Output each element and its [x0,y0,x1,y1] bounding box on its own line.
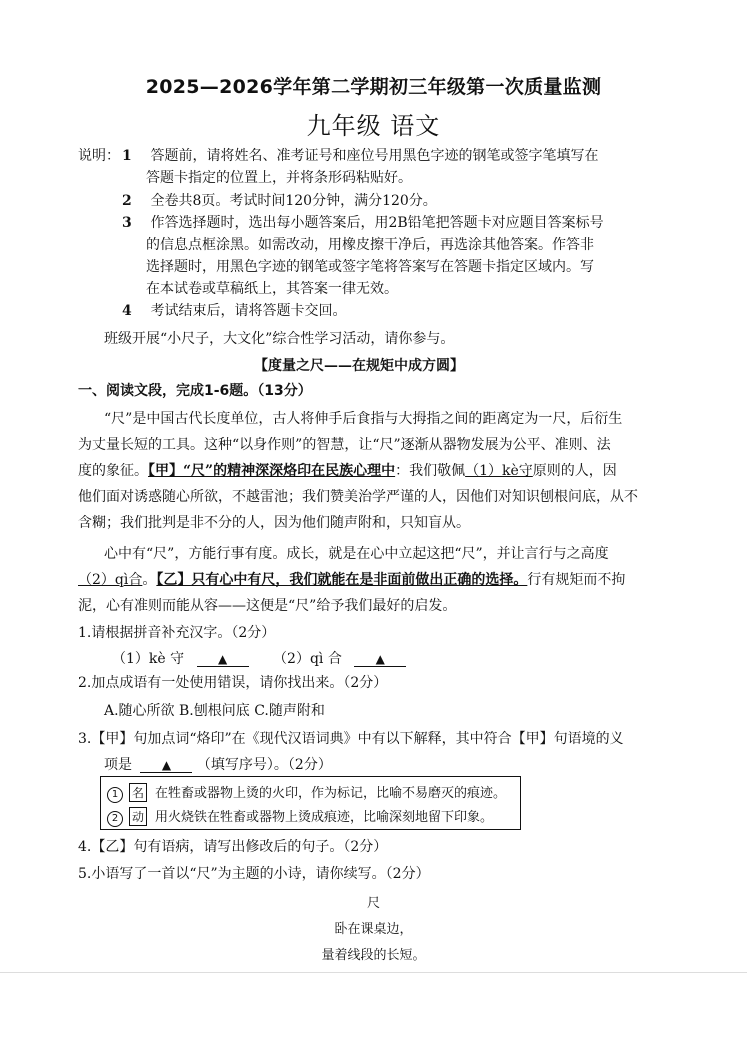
passage-line: “尺”是中国古代长度单位，古人将伸手后食指与大拇指之间的距离定为一尺，后衍生 [104,411,623,427]
part-of-speech-tag: 动 [129,807,147,826]
question-3: 3.【甲】句加点词“烙印”在《现代汉语词典》中有以下解释，其中符合【甲】句语境的义 [78,731,624,747]
passage-line: 泥，心有准则而能从容——这便是“尺”给予我们最好的启发。 [78,598,457,614]
pinyin-blank-1: （1）kè守 [465,463,533,479]
passage-line [78,462,617,480]
page-bottom-rule [0,972,747,973]
question-text: 项是 [104,757,132,773]
dictionary-definition-box [100,776,521,830]
question-text: （填写序号）。（2分） [196,757,332,773]
note-3-line-3: 选择题时，用黑色字迹的钢笔或签字笔将答案写在答题卡指定区域内。写 [146,259,594,275]
passage-line: 为丈量长短的工具。这种“以身作则”的智慧，让“尺”逐渐从器物发展为公平、准则、法 [78,437,611,453]
note-3-line-4: 在本试卷或草稿纸上，其答案一律无效。 [146,281,398,297]
question-1-blanks [112,650,406,668]
definition-number: 2 [107,811,123,827]
pinyin-blank-2: （2）qì合 [78,572,143,588]
passage-line: 他们面对诱惑随心所欲，不越雷池；我们赞美治学严谨的人，因他们对知识刨根问底，从不 [78,489,638,505]
blank-label-2: （2）qì 合 [273,651,342,667]
note-3-line-1 [122,214,604,232]
note-text: 全卷共8页。考试时间120分钟，满分120分。 [150,193,437,209]
poem-title: 尺 [366,896,380,911]
subject-title: 九年级 语文 [306,112,441,140]
definition-row-1 [107,782,506,803]
passage-line [78,571,625,589]
passage-text: 行有规矩而不拘 [527,572,626,588]
answer-blank-2[interactable]: ▲ [354,652,406,667]
blank-label-1: （1）kè 守 [112,651,185,667]
definition-text: 在牲畜或器物上烫的火印，作为标记，比喻不易磨灭的痕迹。 [155,786,507,801]
passage-text: 。 [142,572,157,588]
part-heading: 一、阅读文段，完成1-6题。（13分） [78,383,312,399]
question-4: 4.【乙】句有语病，请写出修改后的句子。（2分） [78,839,388,855]
part-of-speech-tag: 名 [129,783,147,802]
note-text: 作答选择题时，选出每小题答案后，用2B铅笔把答题卡对应题目答案标号 [150,215,604,231]
note-3-line-2: 的信息点框涂黑。如需改动，用橡皮擦干净后，再选涂其他答案。作答非 [146,237,594,253]
note-4-line-1 [122,302,346,320]
poem-line-2: 量着线段的长短。 [321,948,426,963]
sentence-jia: 【甲】“尺”的精神深深烙印在民族心理中 [148,463,396,479]
question-1: 1.请根据拼音补充汉字。（2分） [78,625,276,641]
note-text: 考试结束后，请将答题卡交回。 [150,303,347,319]
question-3-line-2 [104,756,332,774]
question-5: 5.小语写了一首以“尺”为主题的小诗，请你续写。（2分） [78,866,430,882]
notes-label: 说明： [78,148,120,164]
note-number: 2 [122,193,132,209]
answer-blank-3[interactable]: ▲ [140,758,192,773]
poem-line-1: 卧在课桌边， [334,922,413,937]
answer-blank-1[interactable]: ▲ [197,652,249,667]
passage-text: ：我们敬佩 [395,463,466,479]
note-1-line-2: 答题卡指定的位置上，并将条形码粘贴好。 [146,170,412,186]
exam-title: 2025—2026学年第二学期初三年级第一次质量监测 [145,76,602,98]
passage-line: 含糊；我们批判是非不分的人，因为他们随声附和，只知盲从。 [78,515,470,531]
note-number: 1 [122,148,132,164]
note-number: 4 [122,303,132,319]
question-2: 2.加点成语有一处使用错误，请你找出来。（2分） [78,675,388,691]
note-number: 3 [122,215,132,231]
note-2-line-1 [122,192,437,210]
passage-text: 度的象征。 [78,463,148,479]
definition-text: 用火烧铁在牲畜或器物上烫成痕迹，比喻深刻地留下印象。 [155,810,494,825]
passage-line: 心中有“尺”，方能行事有度。成长，就是在心中立起这把“尺”，并让言行与之高度 [104,546,609,562]
section-title: 【度量之尺——在规矩中成方圆】 [254,358,464,374]
note-1-line-1 [122,147,598,165]
note-text: 答题前，请将姓名、准考证号和座位号用黑色字迹的钢笔或签字笔填写在 [150,148,599,164]
definition-number: 1 [107,787,123,803]
activity-intro: 班级开展“小尺子，大文化”综合性学习活动，请你参与。 [104,331,455,347]
sentence-yi: 【乙】只有心中有尺，我们就能在是非面前做出正确的选择。 [156,572,528,588]
definition-row-2 [107,806,493,827]
question-2-options: A.随心所欲 B.刨根问底 C.随声附和 [104,703,325,719]
passage-text: 原则的人，因 [532,463,617,479]
